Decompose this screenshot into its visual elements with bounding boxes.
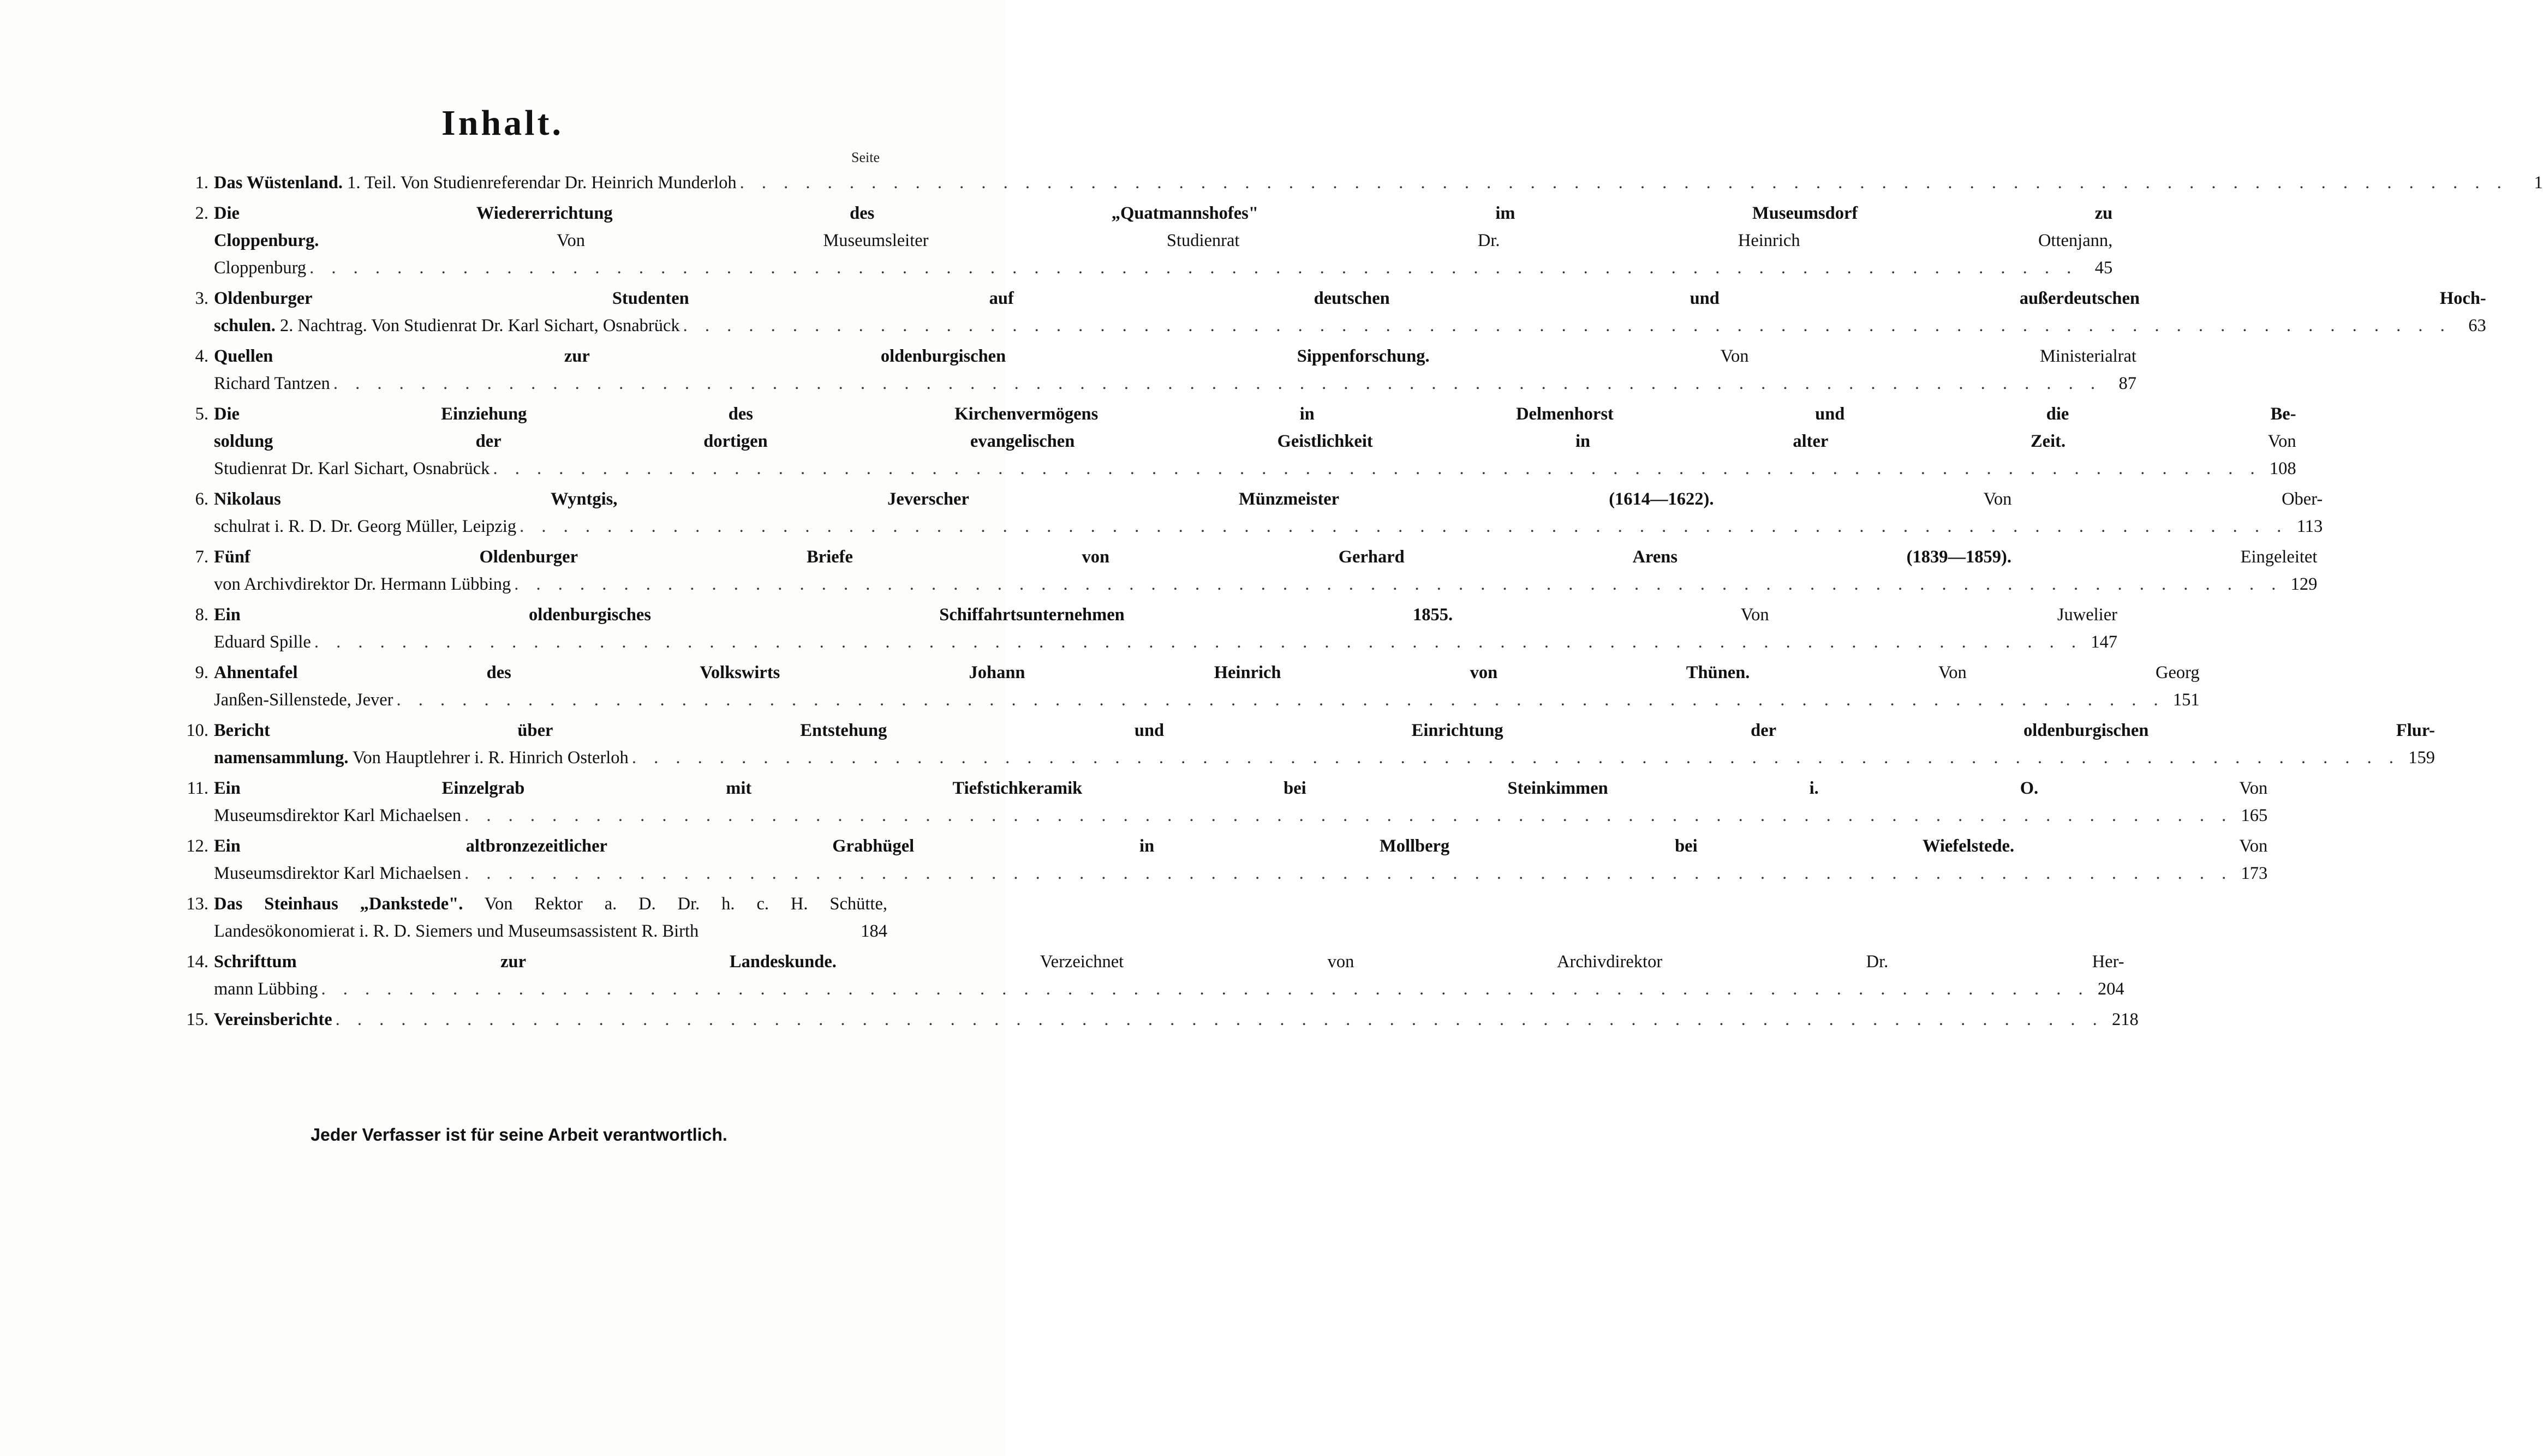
- dot-leader: [461, 802, 2236, 829]
- toc-entry-title: Fünf Oldenburger Briefe von Gerhard Arens (1839—1859).: [214, 547, 2011, 567]
- toc-page-number: 63: [2468, 316, 2486, 335]
- toc-entry: [172, 200, 2113, 281]
- toc-entry: [172, 1006, 2139, 1033]
- toc-entry-title: Das Wüstenland.: [214, 173, 343, 193]
- toc-entry-author: Eduard Spille: [214, 632, 311, 652]
- toc-entry: [172, 717, 2435, 771]
- toc-entry-number: 5.: [195, 404, 208, 424]
- toc-entry: [172, 169, 2543, 196]
- toc-entry-author: Museumsdirektor Karl Michaelsen: [214, 806, 462, 825]
- toc-entry-author: mann Lübbing: [214, 979, 318, 999]
- toc-entry-author: 2. Nachtrag. Von Studienrat Dr. Karl Sichart, Osnabrück: [275, 316, 680, 335]
- toc-entry: [172, 601, 2117, 656]
- dot-leader: [393, 686, 2168, 714]
- toc-entry-text: [214, 169, 2543, 196]
- toc-entry-line: [214, 254, 2112, 281]
- toc-entry-author: Von Museumsleiter Studienrat Dr. Heinrich Ottenjann,: [319, 231, 2113, 250]
- dot-leader: [511, 571, 2285, 598]
- toc-page-number: 159: [2408, 748, 2435, 768]
- dot-leader: [306, 254, 2081, 281]
- toc-entry-text: [214, 543, 2317, 598]
- toc-entry-line: [214, 1006, 2139, 1033]
- toc-page-number: 184: [861, 921, 887, 941]
- toc-entry-line: [214, 486, 2323, 513]
- toc-entry-line: [214, 312, 2486, 339]
- toc-entry-title: Nikolaus Wyntgis, Jeverscher Münzmeister (1614—1622).: [214, 489, 1714, 509]
- toc-page-number: 108: [2269, 459, 2296, 478]
- toc-entry-text: [214, 200, 2112, 281]
- toc-entry-author: Von: [2038, 778, 2268, 798]
- toc-entry-title: Vereinsberichte: [214, 1010, 332, 1029]
- toc-page-number: 218: [2112, 1010, 2139, 1029]
- dot-leader: [737, 169, 2511, 196]
- toc-entry-text: [214, 832, 2267, 887]
- toc-entry-text: [214, 775, 2267, 829]
- toc-entry: [172, 486, 2323, 540]
- dot-leader: [680, 312, 2455, 339]
- toc-entry-line: [214, 343, 2136, 370]
- toc-entry: [172, 775, 2268, 829]
- toc-page-number: 129: [2290, 574, 2318, 594]
- toc-page-number: 87: [2118, 374, 2136, 393]
- toc-entry-text: [214, 343, 2136, 397]
- toc-entry-text: [214, 400, 2296, 482]
- toc-entry-line: [214, 659, 2200, 686]
- toc-entry-line: [214, 948, 2124, 975]
- toc-entry-author: 1. Teil. Von Studienreferendar Dr. Heinrich Munderloh: [343, 173, 737, 193]
- toc-entry-line: [214, 744, 2435, 771]
- toc-entry-number: 10.: [186, 721, 208, 740]
- toc-entry: [172, 832, 2268, 887]
- toc-page-number: 204: [2097, 979, 2124, 999]
- toc-entry: [172, 948, 2124, 1003]
- toc-entry-author: Von Juwelier: [1453, 605, 2117, 625]
- toc-entry-number: 7.: [195, 547, 208, 567]
- toc-entry-title: Cloppenburg.: [214, 231, 319, 250]
- toc-entry-number: 14.: [186, 952, 208, 972]
- toc-entry-author: Von Hauptlehrer i. R. Hinrich Osterloh: [348, 748, 629, 768]
- toc-entry-text: [214, 717, 2435, 771]
- toc-entry: [172, 285, 2486, 339]
- toc-entry-author: Von Georg: [1750, 663, 2200, 682]
- toc-entry-title: Das Steinhaus „Dankstede".: [214, 894, 463, 914]
- toc-page-number: 1: [2534, 173, 2543, 193]
- toc-entry-number: 12.: [186, 836, 208, 856]
- toc-entry-title: Quellen zur oldenburgischen Sippenforschung.: [214, 346, 1430, 366]
- toc-entry-text: [214, 659, 2200, 714]
- toc-entry-title: schulen.: [214, 316, 276, 335]
- toc-page-number: 45: [2094, 258, 2113, 278]
- toc-entry-author: Studienrat Dr. Karl Sichart, Osnabrück: [214, 459, 490, 478]
- toc-entry-line: [214, 918, 887, 945]
- toc-page-number: 147: [2091, 632, 2117, 652]
- toc-entry-author: Richard Tantzen: [214, 374, 330, 393]
- toc-entry-title: Ahnentafel des Volkswirts Johann Heinrich von Thünen.: [214, 663, 1750, 682]
- dot-leader: [629, 744, 2403, 771]
- toc-entry-title: soldung der dortigen evangelischen Geistlichkeit in alter Zeit.: [214, 432, 2066, 451]
- toc-entry-number: 2.: [195, 203, 208, 223]
- toc-entry-line: [214, 860, 2267, 887]
- toc-entry-author: Landesökonomierat i. R. D. Siemers und Museumsassistent R. Birth: [214, 921, 699, 941]
- toc-entry-title: Schrifttum zur Landeskunde.: [214, 952, 837, 972]
- toc-page-number: 165: [2241, 806, 2268, 825]
- toc-entry-number: 4.: [195, 346, 208, 366]
- toc-entry-line: [214, 571, 2317, 598]
- toc-entry: [172, 343, 2136, 397]
- toc-entry-line: [214, 543, 2317, 571]
- toc-page-number: 113: [2296, 517, 2323, 536]
- toc-entry-number: 15.: [186, 1010, 208, 1029]
- toc-entry-line: [214, 628, 2117, 656]
- toc-entry-author: Janßen-Sillenstede, Jever: [214, 690, 393, 710]
- toc-entry-title: namensammlung.: [214, 748, 349, 768]
- toc-entry-line: [214, 890, 887, 918]
- page-title: Inhalt.: [441, 103, 564, 143]
- table-of-contents: [172, 169, 2543, 1033]
- dot-leader: [318, 975, 2092, 1003]
- toc-entry-title: Oldenburger Studenten auf deutschen und außerdeutschen Hoch-: [214, 289, 2486, 308]
- toc-entry-line: [214, 428, 2296, 455]
- toc-entry-text: [214, 486, 2323, 540]
- dot-leader: [490, 455, 2264, 482]
- toc-entry-author: Von Ministerialrat: [1429, 346, 2136, 366]
- dot-leader: [311, 628, 2086, 656]
- toc-entry-author: von Archivdirektor Dr. Hermann Lübbing: [214, 574, 511, 594]
- toc-entry-title: Ein Einzelgrab mit Tiefstichkeramik bei Steinkimmen i. O.: [214, 778, 2039, 798]
- dot-leader: [461, 860, 2236, 887]
- toc-entry-line: [214, 802, 2267, 829]
- toc-entry-author: Verzeichnet von Archivdirektor Dr. Her-: [836, 952, 2124, 972]
- toc-entry-text: [214, 948, 2124, 1003]
- toc-entry-line: [214, 686, 2200, 714]
- toc-entry-line: [214, 227, 2112, 254]
- toc-entry-author: Von Rektor a. D. Dr. h. c. H. Schütte,: [463, 894, 887, 914]
- toc-entry-line: [214, 285, 2486, 312]
- toc-entry-title: Ein oldenburgisches Schiffahrtsunternehmen 1855.: [214, 605, 1453, 625]
- dot-leader: [516, 513, 2291, 540]
- toc-entry-author: Von: [2066, 432, 2296, 451]
- toc-entry-author: Museumsdirektor Karl Michaelsen: [214, 864, 462, 883]
- footer-text: Jeder Verfasser ist für seine Arbeit verantwortlich.: [311, 1125, 727, 1145]
- toc-entry-line: [214, 400, 2296, 428]
- toc-entry-line: [214, 200, 2112, 227]
- page-column-label: Seite: [851, 149, 880, 165]
- toc-entry-text: [214, 601, 2117, 656]
- toc-entry: [172, 543, 2318, 598]
- dot-leader: [332, 1006, 2107, 1033]
- toc-entry-title: Die Einziehung des Kirchenvermögens in Delmenhorst und die Be-: [214, 404, 2296, 424]
- toc-entry-line: [214, 455, 2296, 482]
- toc-entry-line: [214, 832, 2267, 860]
- toc-entry-line: [214, 169, 2543, 196]
- toc-entry-line: [214, 513, 2323, 540]
- toc-entry-line: [214, 975, 2124, 1003]
- toc-entry-title: Ein altbronzezeitlicher Grabhügel in Mollberg bei Wiefelstede.: [214, 836, 2015, 856]
- toc-entry-title: Die Wiedererrichtung des „Quatmannshofes" im Museumsdorf zu: [214, 203, 2113, 223]
- toc-entry-number: 11.: [187, 778, 208, 798]
- footer-note: [0, 1125, 1005, 1145]
- toc-page-number: 151: [2172, 690, 2200, 710]
- toc-entry-line: [214, 775, 2267, 802]
- toc-entry-author: Eingeleitet: [2011, 547, 2318, 567]
- toc-entry-number: 6.: [195, 489, 208, 509]
- toc-entry-number: 8.: [195, 605, 208, 625]
- toc-entry: [172, 400, 2296, 482]
- toc-entry-author: Von: [2014, 836, 2268, 856]
- toc-entry-line: [214, 717, 2435, 744]
- toc-entry-line: [214, 370, 2136, 397]
- toc-entry: [172, 890, 887, 945]
- toc-entry-title: Bericht über Entstehung und Einrichtung der oldenburgischen Flur-: [214, 721, 2435, 740]
- toc-entry-number: 9.: [195, 663, 208, 682]
- toc-entry-text: [214, 890, 887, 945]
- toc-entry-author: Cloppenburg: [214, 258, 307, 278]
- toc-entry-author: Von Ober-: [1714, 489, 2323, 509]
- toc-entry-number: 1.: [195, 173, 208, 193]
- toc-entry: [172, 659, 2200, 714]
- toc-entry-line: [214, 601, 2117, 628]
- toc-entry-number: 13.: [186, 894, 208, 914]
- toc-entry-author: schulrat i. R. D. Dr. Georg Müller, Leipzig: [214, 517, 517, 536]
- toc-entry-text: [214, 1006, 2139, 1033]
- toc-entry-number: 3.: [195, 289, 208, 308]
- dot-leader: [330, 370, 2105, 397]
- toc-page-number: 173: [2241, 864, 2268, 883]
- toc-entry-text: [214, 285, 2486, 339]
